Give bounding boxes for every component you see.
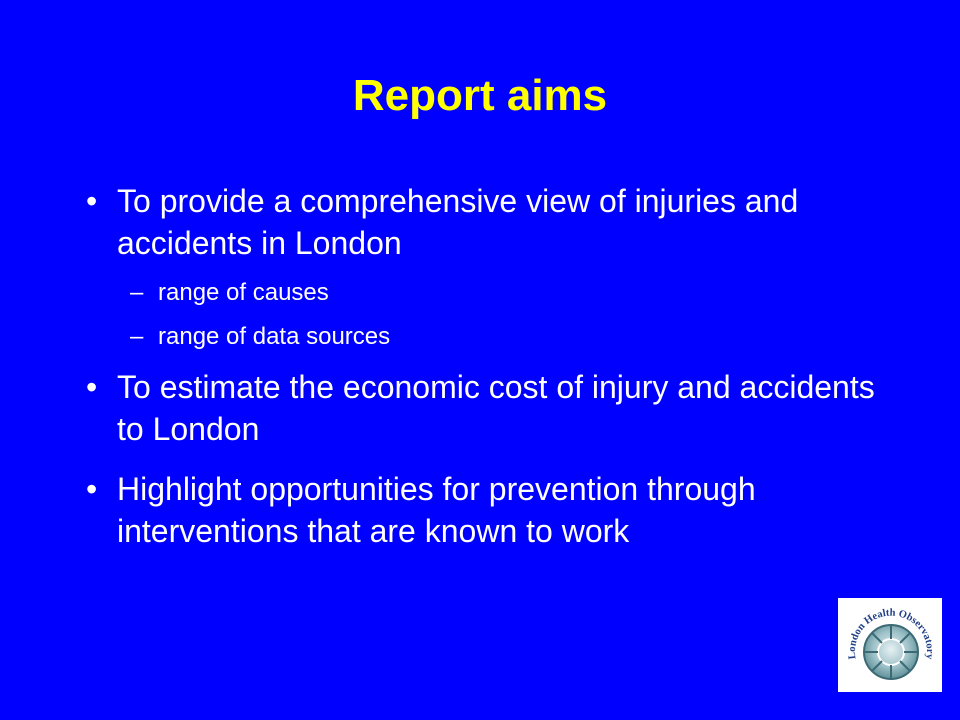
sub-bullet-item [130, 278, 830, 308]
bullet-marker: • [86, 471, 98, 507]
sub-bullet-marker: – [130, 279, 144, 306]
bullet-marker: • [86, 183, 98, 219]
sub-bullet-text: range of data sources [158, 323, 391, 350]
bullet-item [86, 366, 886, 450]
sub-bullet-text: range of causes [158, 279, 329, 306]
bullet-item [86, 180, 886, 264]
logo-text: London Health Observatory [846, 607, 936, 660]
slide-title: Report aims [352, 71, 608, 120]
sub-bullet-marker: – [130, 323, 144, 350]
logo-emblem-icon [838, 598, 942, 692]
sub-bullet-item [130, 322, 830, 352]
bullet-text: To provide a comprehensive view of injuries and accidents in London [117, 183, 799, 261]
london-health-observatory-logo [838, 598, 942, 692]
bullet-text: Highlight opportunities for prevention through interventions that are known to work [117, 471, 756, 549]
bullet-item [86, 468, 886, 552]
bullet-marker: • [86, 369, 98, 405]
bullet-text: To estimate the economic cost of injury and accidents to London [117, 369, 875, 447]
